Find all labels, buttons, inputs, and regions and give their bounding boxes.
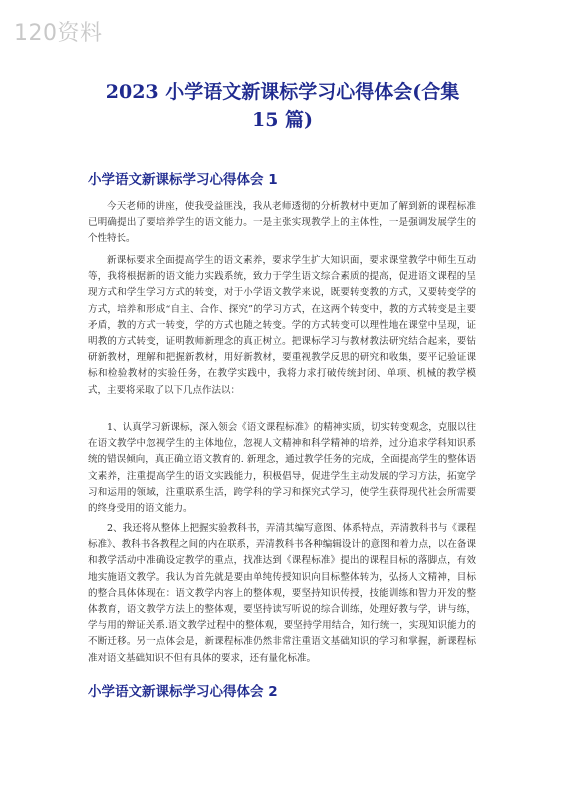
paragraph-1: 今天老师的讲座，使我受益匪浅，我从老师透彻的分析教材中更加了解到新的课程标准已明确提出了要培养学生的语文能力。一是主张实现教学上的主体性，一是强调发展学生的个性特长。 xyxy=(88,201,476,245)
document-title xyxy=(0,78,565,134)
watermark: 120资料 xyxy=(14,21,103,46)
section-heading-1: 小学语文新课标学习心得体会 1 xyxy=(88,172,278,188)
section-heading-2: 小学语文新课标学习心得体会 2 xyxy=(88,684,278,700)
paragraph-4: 2、我还将从整体上把握实验教科书，弄清其编写意图、体系特点，弄清教科书与《课程标准》、教科书各教程之间的内在联系，弄清教科书各种编辑设计的意图和着力点，以在备课和教学活动中准确设定教学的重点，找准达到《课程标准》提出的课程目标的落脚点，有效地实施语文教学。我认为首先就是要由单纯传授知识向目标整体转为，弘扬人文精神，目标的整合具体体现在：语文教学内容上的整体观，要坚持知识传授，技能训练和智力开发的整体教育，语文教学方法上的整体观，要坚持读写听说的综合训练，处理好教与学，讲与练，学与用的辩证关系.语文教学过程中的整体观，要坚持学用结合，知行统一，实现知识能力的不断迁移。另一点体会是，新课程标准仍然非常注重语文基础知识的学习和掌握，新课程标准对语文基础知识不但有具体的要求，还有量化标准。 xyxy=(88,523,476,664)
document-title-line-1: 2023 小学语文新课标学习心得体会(合集 xyxy=(105,81,460,103)
document-title-line-2: 15 篇) xyxy=(251,109,314,131)
paragraph-3: 1、认真学习新课标，深入领会《语文课程标准》的精神实质，切实转变观念，克服以往在语文教学中忽视学生的主体地位，忽视人文精神和科学精神的培养，过分追求学科知识系统的错误倾向，真正确立语文教育的. 新理念，通过教学任务的完成，全面提高学生的整体语文素养，注重提高学生的语文实践能力，积极倡导，促进学生主动发展的学习方法，拓宽学习和运用的领域，注重联系生活，跨学科的学习和探究式学习，使学生获得现代社会所需要的终身受用的语文能力。 xyxy=(88,422,476,515)
paragraph-2: 新课标要求全面提高学生的语文素养，要求学生扩大知识面，要求课堂教学中师生互动等，我将根据新的语文能力实践系统，致力于学生语文综合素质的提高，促进语文课程的呈现方式和学生学习方式的转变，对于小学语文教学来说，既要转变教的方式，又要转变学的方式，培养和形成“自主、合作、探究”的学习方式，在这两个转变中，教的方式转变是主要矛盾，教的方式一转变，学的方式也随之转变。学的方式转变可以理性地在课堂中呈现，证明教的方式转变，证明教师新理念的真正树立。把课标学习与教材教法研究结合起来，要钻研新教材，理解和把握新教材，用好新教材，要重视教学反思的研究和收集，要平记验证课标和检验教材的实验任务，在教学实践中，我将力求打破传统封闭、单项、机械的教学模式，主要将采取了以下几点作法以： xyxy=(88,255,476,396)
